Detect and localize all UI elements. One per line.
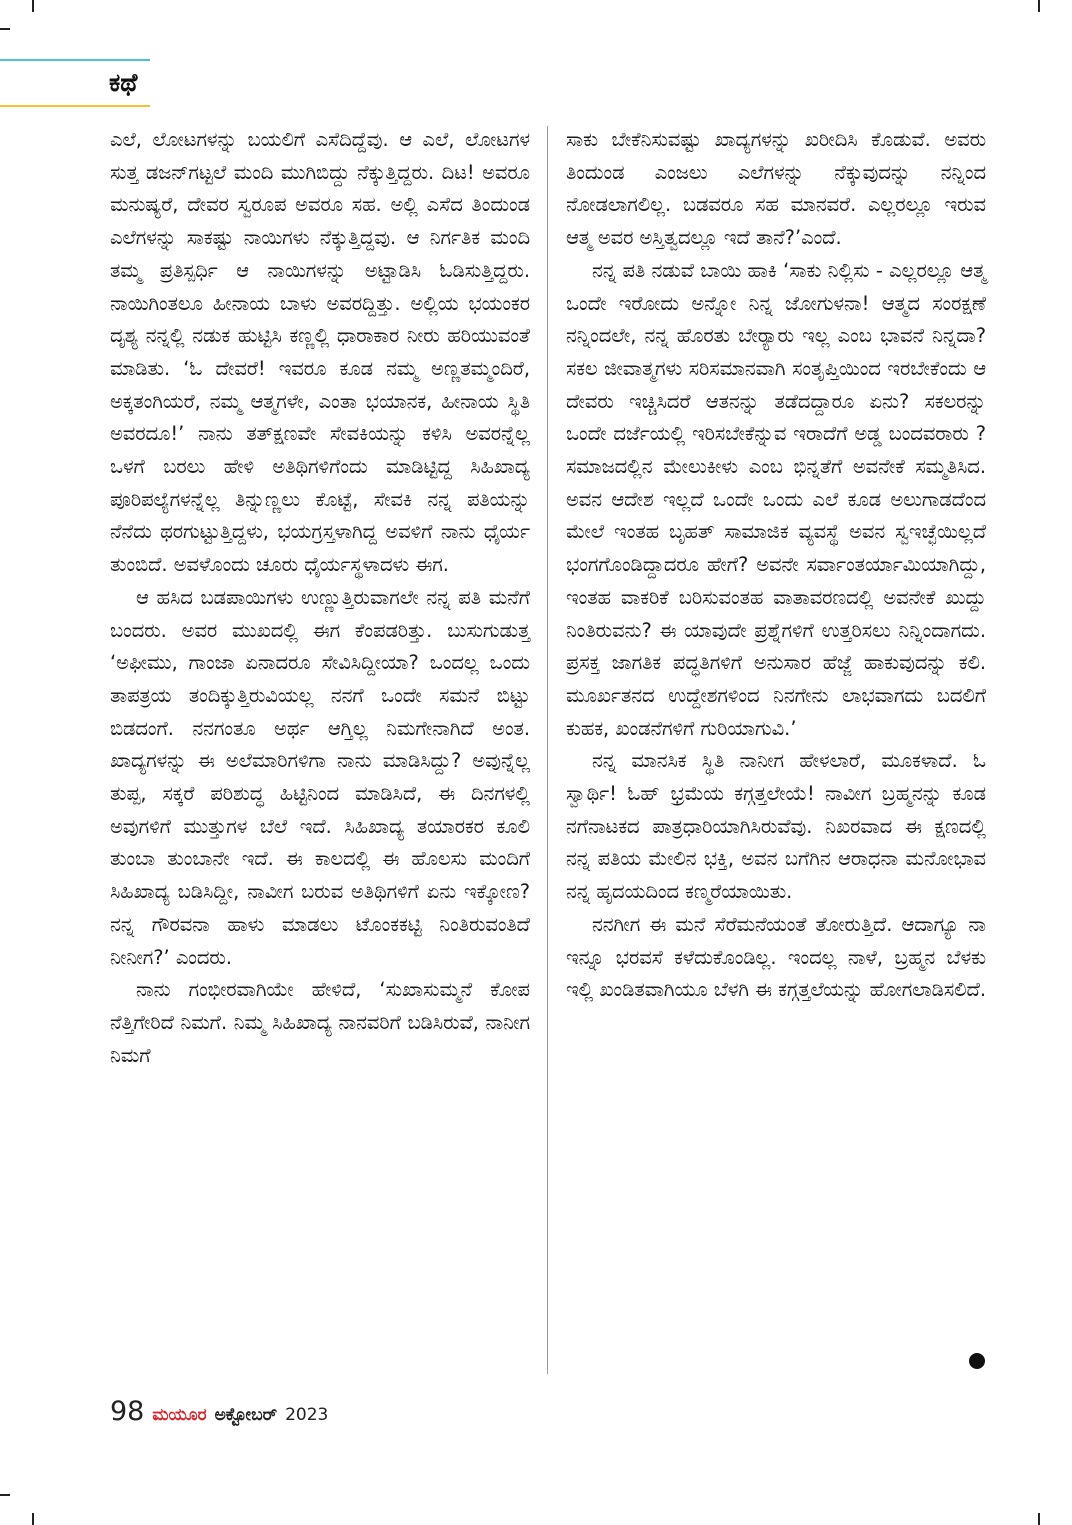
story-end-bullet xyxy=(969,1353,985,1369)
crop-mark-bottom-left xyxy=(32,1513,34,1525)
crop-mark-bottom-right xyxy=(1038,1513,1040,1525)
crop-mark-left-upper xyxy=(0,28,10,30)
right-paragraph-3: ನನ್ನ ಮಾನಸಿಕ ಸ್ಥಿತಿ ನಾನೀಗ ಹೇಳಲಾರೆ, ಮೂಕಳಾದೆ. ಓ ಸ್ವಾರ್ಥಿ! ಓಹ್ ಭ್ರಮೆಯ ಕಗ್ಗತ್ತಲೇಯೆ! ನಾವೀಗ ಬ್ರಹ್ಮನನ್ನು ಕೂಡ ನಗೆನಾಟಕದ ಪಾತ್ರಧಾರಿಯಾಗಿಸಿರುವೆವು. ನಿಖರವಾದ ಈ ಕ್ಷಣದಲ್ಲಿ ನನ್ನ ಪತಿಯ ಮೇಲಿನ ಭಕ್ತಿ, ಅವನ ಬಗೆಗಿನ ಆರಾಧನಾ ಮನೋಭಾವ ನನ್ನ ಹೃದಯದಿಂದ ಕಣ್ಮರೆಯಾಯಿತು. xyxy=(566,749,986,904)
right-column xyxy=(566,124,986,1007)
right-paragraph-4: ನನಗೀಗ ಈ ಮನೆ ಸೆರೆಮನೆಯಂತೆ ತೋರುತ್ತಿದೆ. ಆದಾಗ್ಯೂ ನಾ ಇನ್ನೂ ಭರವಸೆ ಕಳೆದುಕೊಂಡಿಲ್ಲ. ಇಂದಲ್ಲ ನಾಳೆ, ಬ್ರಹ್ಮನ ಬೆಳಕು ಇಲ್ಲಿ ಖಂಡಿತವಾಗಿಯೂ ಬೆಳಗಿ ಈ ಕಗ್ಗತ್ತಲೆಯನ್ನು ಹೋಗಲಾಡಿಸಲಿದೆ. xyxy=(566,912,987,1002)
magazine-name: ಮಯೂರ xyxy=(152,1405,207,1425)
page-number: 98 xyxy=(110,1396,145,1427)
column-divider xyxy=(547,126,548,1374)
crop-mark-left-lower xyxy=(0,1494,10,1496)
page-footer xyxy=(110,1396,328,1430)
left-paragraph-2: ಆ ಹಸಿದ ಬಡಪಾಯಿಗಳು ಉಣ್ಣುತ್ತಿರುವಾಗಲೇ ನನ್ನ ಪತಿ ಮನೆಗೆ ಬಂದರು. ಅವರ ಮುಖದಲ್ಲಿ ಈಗ ಕೆಂಪಡರಿತ್ತು. ಬುಸುಗುಡುತ್ತ ‘ಅಫೀಮು, ಗಾಂಜಾ ಏನಾದರೂ ಸೇವಿಸಿದ್ದೀಯಾ? ಒಂದಲ್ಲ ಒಂದು ತಾಪತ್ರಯ ತಂದಿಕ್ಕುತ್ತಿರುವಿಯಲ್ಲ ನನಗೆ ಒಂದೇ ಸಮನೆ ಬಿಟ್ಟು ಬಿಡದಂಗೆ. ನನಗಂತೂ ಅರ್ಥ ಆಗ್ತಿಲ್ಲ ನಿಮಗೇನಾಗಿದೆ ಅಂತ. ಖಾದ್ಯಗಳನ್ನು ಈ ಅಲೆಮಾರಿಗಳಿಗಾ ನಾನು ಮಾಡಿಸಿದ್ದು? ಅವುನ್ನೆಲ್ಲ ತುಪ್ಪ, ಸಕ್ಕರೆ ಪರಿಶುದ್ಧ ಹಿಟ್ಟಿನಿಂದ ಮಾಡಿಸಿದೆ, ಈ ದಿನಗಳಲ್ಲಿ ಅವುಗಳಿಗೆ ಮುತ್ತುಗಳ ಬೆಲೆ ಇದೆ. ಸಿಹಿಖಾದ್ಯ ತಯಾರಕರ ಕೂಲಿ ತುಂಬಾ ತುಂಬಾನೇ ಇದೆ. ಈ ಕಾಲದಲ್ಲಿ ಈ ಹೊಲಸು ಮಂದಿಗೆ ಸಿಹಿಖಾದ್ಯ ಬಡಿಸಿದ್ದೀ, ನಾವೀಗ ಬರುವ ಅತಿಥಿಗಳಿಗೆ ಏನು ಇಕ್ಕೋಣ? ನನ್ನ ಗೌರವನಾ ಹಾಳು ಮಾಡಲು ಟೊಂಕಕಟ್ಟಿ ನಿಂತಿರುವಂತಿದೆ ನೀನೀಗ?’ ಎಂದರು. xyxy=(110,585,530,969)
crop-mark-top-right xyxy=(1038,0,1040,12)
left-column xyxy=(110,124,530,1072)
header-rule-blue xyxy=(0,59,150,61)
crop-mark-top-left xyxy=(32,0,34,12)
left-paragraph-3: ನಾನು ಗಂಭೀರವಾಗಿಯೇ ಹೇಳಿದೆ, ‘ಸುಖಾಸುಮ್ಮನೆ ಕೋಪ ನೆತ್ತಿಗೇರಿದೆ ನಿಮಗೆ. ನಿಮ್ಮ ಸಿಹಿಖಾದ್ಯ ನಾನವರಿಗೆ ಬಡಿಸಿರುವೆ, ನಾನೀಗ ನಿಮಗೆ xyxy=(110,978,530,1067)
issue-year: 2023 xyxy=(285,1405,329,1425)
header-rule-yellow xyxy=(0,105,150,107)
left-paragraph-1: ಎಲೆ, ಲೋಟಗಳನ್ನು ಬಯಲಿಗೆ ಎಸೆದಿದ್ದೆವು. ಆ ಎಲೆ, ಲೋಟಗಳ ಸುತ್ತ ಡಜನ್‌ಗಟ್ಟಲೆ ಮಂದಿ ಮುಗಿಬಿದ್ದು ನೆಕ್ಕುತ್ತಿದ್ದರು. ದಿಟ! ಅವರೂ ಮನುಷ್ಯರೆ, ದೇವರ ಸ್ವರೂಪ ಅವರೂ ಸಹ. ಅಲ್ಲಿ ಎಸೆದ ತಿಂದುಂಡ ಎಲೆಗಳನ್ನು ಸಾಕಷ್ಟು ನಾಯಿಗಳು ನೆಕ್ಕುತ್ತಿದ್ದವು. ಆ ನಿರ್ಗತಿಕ ಮಂದಿ ತಮ್ಮ ಪ್ರತಿಸ್ಪರ್ಧಿ ಆ ನಾಯಿಗಳನ್ನು ಅಟ್ಟಾಡಿಸಿ ಓಡಿಸುತ್ತಿದ್ದರು. ನಾಯಿಗಿಂತಲೂ ಹೀನಾಯ ಬಾಳು ಅವರದ್ದಿತ್ತು. ಅಲ್ಲಿಯ ಭಯಂಕರ ದೃಶ್ಯ ನನ್ನಲ್ಲಿ ನಡುಕ ಹುಟ್ಟಿಸಿ ಕಣ್ಣಲ್ಲಿ ಧಾರಾಕಾರ ನೀರು ಹರಿಯುವಂತೆ ಮಾಡಿತು. ‘ಓ ದೇವರೆ! ಇವರೂ ಕೂಡ ನಮ್ಮ ಅಣ್ಣತಮ್ಮಂದಿರೆ, ಅಕ್ಕತಂಗಿಯರೆ, ನಮ್ಮ ಆತ್ಮಗಳೇ, ಎಂತಾ ಭಯಾನಕ, ಹೀನಾಯ ಸ್ಥಿತಿ ಅವರದೂ!’ ನಾನು ತತ್‌ಕ್ಷಣವೇ ಸೇವಕಿಯನ್ನು ಕಳಿಸಿ ಅವರನ್ನೆಲ್ಲ ಒಳಗೆ ಬರಲು ಹೇಳಿ ಅತಿಥಿಗಳಿಗೆಂದು ಮಾಡಿಟ್ಟಿದ್ದ ಸಿಹಿಖಾದ್ಯ ಪೂರಿಪಲ್ಯೆಗಳನ್ನೆಲ್ಲ ತಿನ್ನುಣ್ಣಲು ಕೊಟ್ಟೆ, ಸೇವಕಿ ನನ್ನ ಪತಿಯನ್ನು ನೆನೆದು ಥರಗುಟ್ಟುತ್ತಿದ್ದಳು, ಭಯಗ್ರಸ್ತಳಾಗಿದ್ದ ಅವಳಿಗೆ ನಾನು ಧೈರ್ಯ ತುಂಬಿದೆ. ಅವಳೊಂದು ಚೂರು ಧೈರ್ಯಸ್ಥಳಾದಳು ಈಗ. xyxy=(110,128,531,577)
right-paragraph-1: ಸಾಕು ಬೇಕೆನಿಸುವಷ್ಟು ಖಾದ್ಯಗಳನ್ನು ಖರೀದಿಸಿ ಕೊಡುವೆ. ಅವರು ತಿಂದುಂಡ ಎಂಜಲು ಎಲೆಗಳನ್ನು ನೆಕ್ಕುವುದನ್ನು ನನ್ನಿಂದ ನೋಡಲಾಗಲಿಲ್ಲ. ಬಡವರೂ ಸಹ ಮಾನವರೆ. ಎಲ್ಲರಲ್ಲೂ ಇರುವ ಆತ್ಮ ಅವರ ಅಸ್ತಿತ್ವದಲ್ಲೂ ಇದೆ ತಾನೆ?’ಎಂದೆ. xyxy=(566,128,986,250)
section-label: ಕಥೆ xyxy=(109,68,138,97)
issue-month: ಅಕ್ಟೋಬರ್ xyxy=(214,1405,278,1425)
right-paragraph-2: ನನ್ನ ಪತಿ ನಡುವೆ ಬಾಯಿ ಹಾಕಿ ‘ಸಾಕು ನಿಲ್ಲಿಸು - ಎಲ್ಲರಲ್ಲೂ ಆತ್ಮ ಒಂದೇ ಇರೋದು ಅನ್ನೋ ನಿನ್ನ ಜೋಗುಳನಾ! ಆತ್ಮದ ಸಂರಕ್ಷಣೆ ನನ್ನಿಂದಲೇ, ನನ್ನ ಹೊರತು ಬೇರ್‍ಯಾರು ಇಲ್ಲ ಎಂಬ ಭಾವನೆ ನಿನ್ನದಾ? ಸಕಲ ಜೀವಾತ್ಮಗಳು ಸರಿಸಮಾನವಾಗಿ ಸಂತೃಪ್ತಿಯಿಂದ ಇರಬೇಕೆಂದು ಆ ದೇವರು ಇಚ್ಚಿಸಿದರೆ ಆತನನ್ನು ತಡೆದದ್ದಾರೂ ಏನು? ಸಕಲರನ್ನು ಒಂದೇ ದರ್ಜೆಯಲ್ಲಿ ಇರಿಸಬೇಕೆನ್ನುವ ಇರಾದೆಗೆ ಅಡ್ಡ ಬಂದವರಾರು ? ಸಮಾಜದಲ್ಲಿನ ಮೇಲುಕೀಳು ಎಂಬ ಭಿನ್ನತೆಗೆ ಅವನೇಕೆ ಸಮ್ಮತಿಸಿದ. ಅವನ ಆದೇಶ ಇಲ್ಲದೆ ಒಂದೇ ಒಂದು ಎಲೆ ಕೂಡ ಅಲುಗಾಡದೆಂದ ಮೇಲೆ ಇಂತಹ ಬೃಹತ್ ಸಾಮಾಜಿಕ ವ್ಯವಸ್ಥೆ ಅವನ ಸ್ವಇಚ್ಛೆಯಿಲ್ಲದೆ ಭಂಗಗೊಂಡಿದ್ದಾದರೂ ಹೇಗೆ? ಅವನೇ ಸರ್ವಾಂತರ್ಯಾಮಿಯಾಗಿದ್ದು, ಇಂತಹ ವಾಕರಿಕೆ ಬರಿಸುವಂತಹ ವಾತಾವರಣದಲ್ಲಿ ಅವನೇಕೆ ಖುದ್ದು ನಿಂತಿರುವನು? ಈ ಯಾವುದೇ ಪ್ರಶ್ನೆಗಳಿಗೆ ಉತ್ತರಿಸಲು ನಿನ್ನಿಂದಾಗದು. ಪ್ರಸಕ್ತ ಜಾಗತಿಕ ಪದ್ಧತಿಗಳಿಗೆ ಅನುಸಾರ ಹೆಜ್ಜೆ ಹಾಕುವುದನ್ನು ಕಲಿ. ಮೂರ್ಖತನದ ಉದ್ದೇಶಗಳಿಂದ ನಿನಗೇನು ಲಾಭವಾಗದು ಬದಲಿಗೆ ಕುಹಕ, ಖಂಡನೆಗಳಿಗೆ ಗುರಿಯಾಗುವಿ.’ xyxy=(566,258,986,740)
